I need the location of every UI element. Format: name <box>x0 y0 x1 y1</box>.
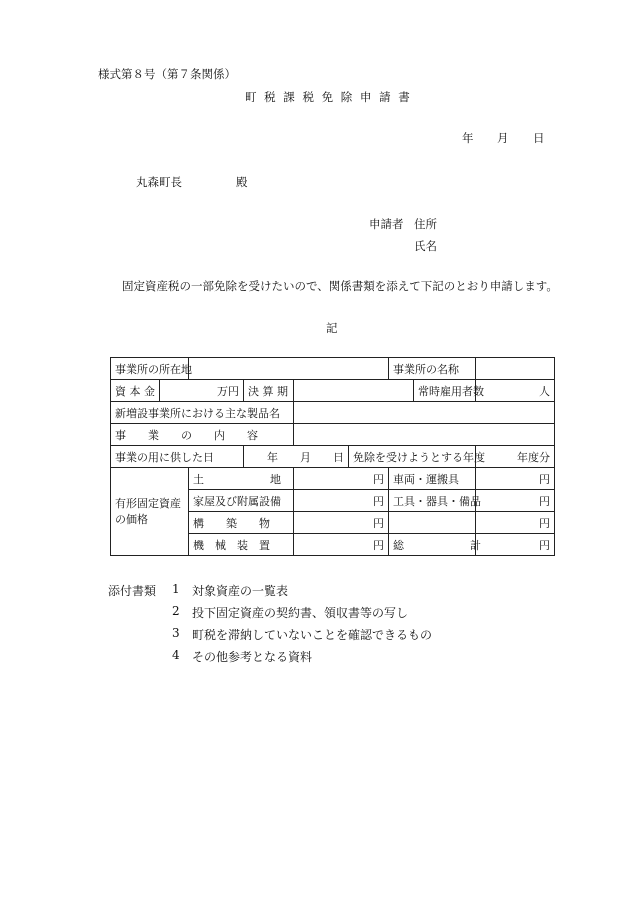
tools-value[interactable]: 円 <box>476 490 555 512</box>
date-year-label: 年 <box>462 131 474 145</box>
capital-value[interactable]: 万円 <box>160 380 244 402</box>
fiscal-period-label: 決 算 期 <box>244 380 294 402</box>
table-row <box>111 468 555 490</box>
form-number: 様式第８号（第７条関係） <box>98 67 236 81</box>
business-content-label: 事 業 の 内 容 <box>111 424 294 446</box>
table-row <box>111 402 555 424</box>
building-value[interactable]: 円 <box>294 490 389 512</box>
structure-value[interactable]: 円 <box>294 512 389 534</box>
addressee-honorific: 殿 <box>236 175 248 189</box>
asset-value-label: 有形固定資産の価格 <box>111 468 189 556</box>
total-value[interactable]: 円 <box>476 534 555 556</box>
attachment-number: 1 <box>172 582 180 596</box>
attachment-item: 対象資産の一覧表 <box>192 584 289 598</box>
vehicles-value[interactable]: 円 <box>476 468 555 490</box>
office-name-label: 事業所の名称 <box>389 358 476 380</box>
applicant-address-label: 住所 <box>414 217 437 231</box>
total-label: 総 計 <box>389 534 476 556</box>
fiscal-period-value[interactable] <box>294 380 414 402</box>
table-row <box>111 446 555 468</box>
attachments-label: 添付書類 <box>108 584 157 598</box>
attachment-item: 投下固定資産の契約書、領収書等の写し <box>192 606 409 620</box>
attachment-number: 4 <box>172 648 180 662</box>
office-location-label: 事業所の所在地 <box>111 358 189 380</box>
addressee-name: 丸森町長 <box>136 175 182 189</box>
main-products-label: 新増設事業所における主な製品名 <box>111 402 294 424</box>
employees-value[interactable]: 人 <box>476 380 555 402</box>
tools-label: 工具・器具・備品 <box>389 490 476 512</box>
structure-label: 構 築 物 <box>189 512 294 534</box>
table-row <box>111 380 555 402</box>
attachment-item: その他参考となる資料 <box>192 650 313 664</box>
office-location-value[interactable] <box>189 358 389 380</box>
request-statement: 固定資産税の一部免除を受けたいので、関係書類を添えて下記のとおり申請します。 <box>122 279 558 293</box>
date-month-label: 月 <box>497 131 509 145</box>
land-value[interactable]: 円 <box>294 468 389 490</box>
attachment-number: 2 <box>172 604 180 618</box>
empty-row-value[interactable]: 円 <box>476 512 555 534</box>
building-label: 家屋及び附属設備 <box>189 490 294 512</box>
exemption-year-value[interactable]: 年度分 <box>476 446 555 468</box>
vehicles-label: 車両・運搬具 <box>389 468 476 490</box>
attachment-item: 町税を滞納していないことを確認できるもの <box>192 628 433 642</box>
empty-label-cell <box>389 512 476 534</box>
exemption-year-label: 免除を受けようとする年度 <box>349 446 476 468</box>
attachment-number: 3 <box>172 626 180 640</box>
main-products-value[interactable] <box>294 402 555 424</box>
business-use-date-value[interactable]: 年 月 日 <box>244 446 349 468</box>
document-title: 町 税 課 税 免 除 申 請 書 <box>245 90 412 104</box>
land-label: 土 地 <box>189 468 294 490</box>
applicant-name-label: 氏名 <box>414 239 437 253</box>
application-table <box>110 357 555 556</box>
date-day-label: 日 <box>533 131 545 145</box>
business-content-value[interactable] <box>294 424 555 446</box>
employees-label: 常時雇用者数 <box>414 380 476 402</box>
business-use-date-label: 事業の用に供した日 <box>111 446 244 468</box>
machinery-value[interactable]: 円 <box>294 534 389 556</box>
table-row <box>111 358 555 380</box>
capital-label: 資 本 金 <box>111 380 160 402</box>
machinery-label: 機 械 装 置 <box>189 534 294 556</box>
table-row <box>111 424 555 446</box>
ki-heading: 記 <box>326 321 338 335</box>
applicant-label: 申請者 <box>369 217 404 231</box>
office-name-value[interactable] <box>476 358 555 380</box>
